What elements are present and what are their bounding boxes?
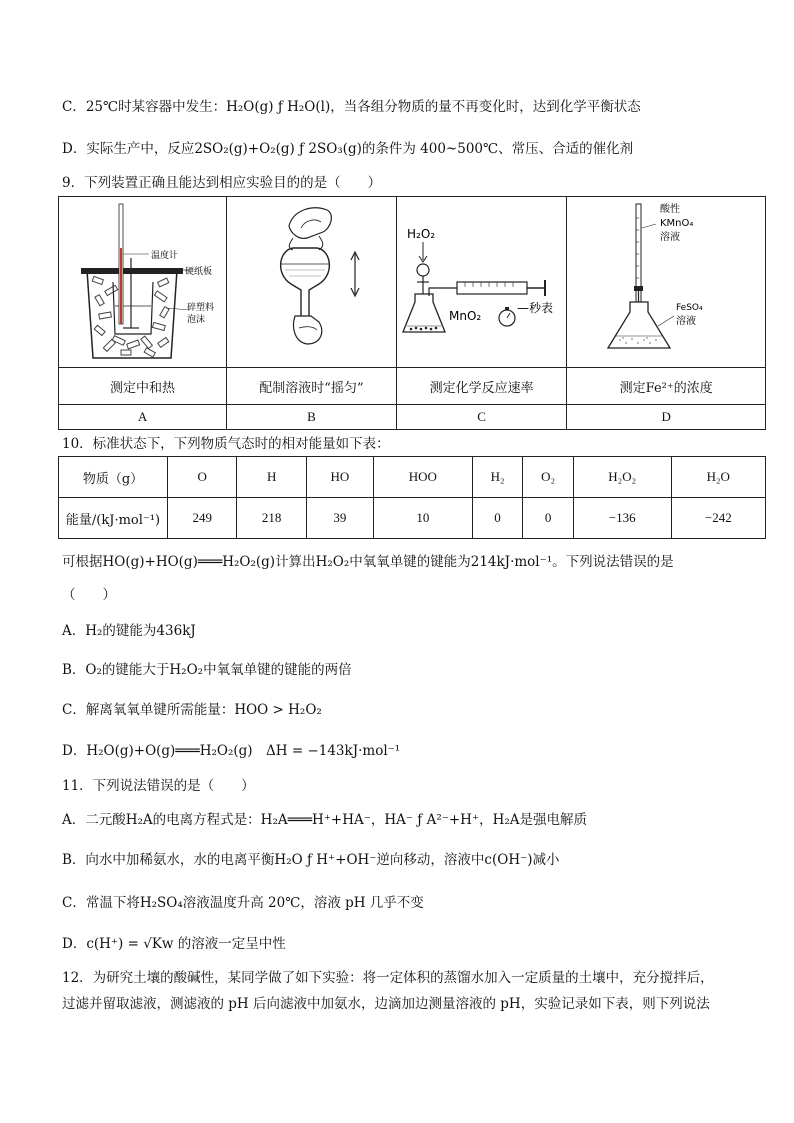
header-o2: O₂ — [523, 457, 574, 498]
q10-option-c: C．解离氧氧单键所需能量：HOO > H₂O₂ — [62, 702, 322, 718]
q10-text: 可根据HO(g)+HO(g)═══H₂O₂(g)计算出H₂O₂中氧氧单键的键能为214kJ·mol⁻¹。下列说法错误的是 — [62, 554, 674, 570]
header-substance: 物质（g） — [59, 457, 168, 498]
header-ho: HO — [306, 457, 373, 498]
energy-table — [58, 456, 766, 539]
q10-option-d: D．H₂O(g)+O(g)═══H₂O₂(g) ΔH = −143kJ·mol⁻¹ — [62, 743, 401, 759]
caption-b: 配制溶液时“摇匀” — [227, 368, 397, 405]
kmno4-label-1: 酸性 — [660, 204, 681, 215]
q11-option-a: A．二元酸H₂A的电离方程式是：H₂A═══H⁺+HA⁻，HA⁻ ƒ A²⁻+H⁺，H₂A是强电解质 — [62, 812, 588, 828]
q12-line-2: 过滤并留取滤液，测滤液的 pH 后向滤液中加氨水，边滴加边测量溶液的 pH，实验记录如下表，则下列说法 — [62, 996, 710, 1012]
feso4-label-1: FeSO₄ — [676, 303, 703, 313]
value-h2: 0 — [472, 498, 523, 539]
thermometer-label: 温度计 — [150, 251, 178, 261]
titration-figure — [576, 198, 756, 362]
fig-b-cell — [227, 197, 397, 368]
label-d: D — [567, 405, 766, 430]
value-h2o: −242 — [671, 498, 765, 539]
q11-option-d: D．c(H⁺) = √Kw 的溶液一定呈中性 — [62, 936, 286, 952]
stopwatch-label: —秒表 — [516, 301, 553, 315]
kmno4-label-3: 溶液 — [660, 232, 681, 243]
q8-option-d: D．实际生产中，反应2SO₂(g)+O₂(g) ƒ 2SO₃(g)的条件为 400~500℃、常压、合适的催化剂 — [62, 141, 634, 157]
foam-label-2: 泡沫 — [186, 315, 205, 325]
energy-table-header-row — [59, 457, 766, 498]
fig-c-cell — [396, 197, 567, 368]
value-hoo: 10 — [373, 498, 472, 539]
value-h: 218 — [237, 498, 306, 539]
energy-table-value-row — [59, 498, 766, 539]
q9-stem: 9．下列装置正确且能达到相应实验目的的是（ ） — [62, 175, 382, 191]
header-h2o2: H₂O₂ — [573, 457, 671, 498]
caption-a: 测定中和热 — [59, 368, 227, 405]
foam-label-1: 碎塑料 — [186, 303, 214, 313]
q11-option-b: B．向水中加稀氨水，水的电离平衡H₂O ƒ H⁺+OH⁻逆向移动，溶液中c(OH⁻)减小 — [62, 852, 560, 868]
kmno4-label-2: KMnO₄ — [660, 218, 694, 229]
feso4-label-2: 溶液 — [676, 316, 697, 327]
fig-a-cell — [59, 197, 227, 368]
mno2-label: MnO₂ — [448, 309, 481, 323]
label-b: B — [227, 405, 397, 430]
header-hoo: HOO — [373, 457, 472, 498]
label-a: A — [59, 405, 227, 430]
q10-option-a: A．H₂的键能为436kJ — [62, 623, 196, 639]
calorimeter-figure — [63, 198, 223, 362]
reaction-rate-figure — [399, 198, 565, 362]
cardboard-label: 硬纸板 — [184, 267, 212, 277]
value-o: 249 — [168, 498, 237, 539]
q11-option-c: C．常温下将H₂SO₄溶液温度升高 20℃，溶液 pH 几乎不变 — [62, 895, 424, 911]
value-h2o2: −136 — [573, 498, 671, 539]
volumetric-flask-figure — [231, 198, 391, 362]
q10-answer-paren: （ ） — [62, 587, 116, 603]
q8-option-c: C．25℃时某容器中发生：H₂O(g) ƒ H₂O(l)，当各组分物质的量不再变化时，达到化学平衡状态 — [62, 99, 641, 115]
q11-stem: 11．下列说法错误的是（ ） — [62, 778, 255, 794]
header-h2o: H₂O — [671, 457, 765, 498]
caption-c: 测定化学反应速率 — [396, 368, 567, 405]
q12-line-1: 12．为研究土壤的酸碱性，某同学做了如下实验：将一定体积的蒸馏水加入一定质量的土壤中，充分搅拌后， — [62, 970, 714, 986]
header-h: H — [237, 457, 306, 498]
row-label-energy: 能量/(kJ·mol⁻¹) — [59, 498, 168, 539]
h2o2-label: H₂O₂ — [406, 227, 435, 241]
q10-option-b: B．O₂的键能大于H₂O₂中氧氧单键的键能的两倍 — [62, 662, 352, 678]
label-c: C — [396, 405, 567, 430]
q10-stem: 10．标准状态下，下列物质气态时的相对能量如下表： — [62, 436, 390, 452]
fig-d-cell — [567, 197, 766, 368]
value-o2: 0 — [523, 498, 574, 539]
caption-d: 测定Fe²⁺的浓度 — [567, 368, 766, 405]
value-ho: 39 — [306, 498, 373, 539]
header-h2: H₂ — [472, 457, 523, 498]
header-o: O — [168, 457, 237, 498]
q9-apparatus-table — [58, 196, 766, 430]
